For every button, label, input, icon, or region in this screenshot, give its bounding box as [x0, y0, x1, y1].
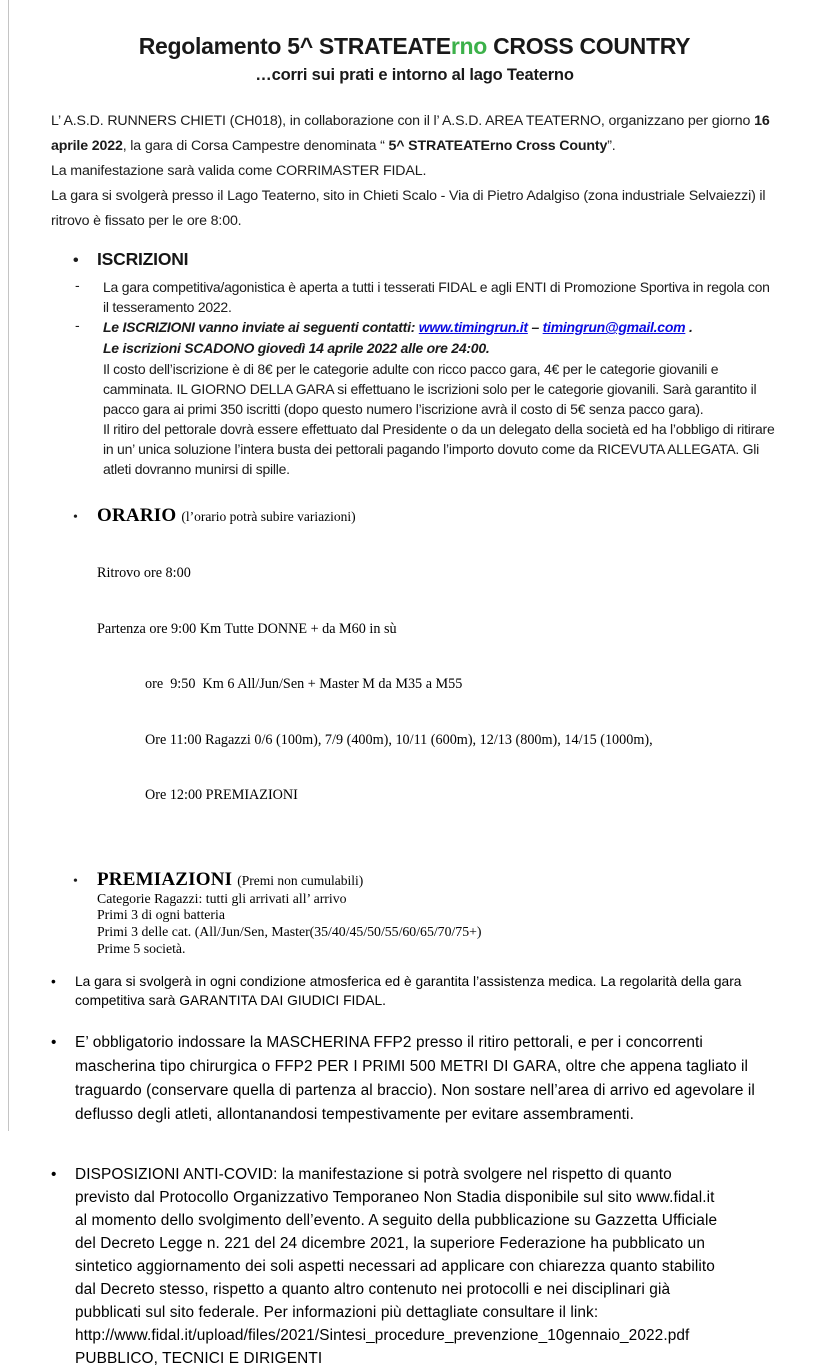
title-part-green: rno: [450, 33, 487, 59]
premiazioni-heading-text: [97, 869, 363, 891]
intro-text-3: ”.: [607, 138, 616, 154]
page-subtitle: …corri sui prati e intorno al lago Teaterno: [255, 66, 574, 84]
mask-note-text: E’ obbligatorio indossare la MASCHERINA FFP2 presso il ritiro pettorali, e per i concorrenti mascherina tipo chirurgica o FFP2 PER I PRIMI 500 METRI DI GARA, oltre che appena tagliato il traguardo (conservare quella di partenza al braccio). Non sostare nell’area di arrivo ed agevolare il deflusso degli atleti, allontanandosi tempestivamente per evitare assembramenti.: [75, 1033, 755, 1123]
iscrizioni-open-text: La gara competitiva/agonistica è aperta a tutti i tesserati FIDAL e agli ENTI di Promozione Sportiva in regola con il tesseramento 2022.: [103, 279, 770, 315]
prize-line: Prime 5 società.: [97, 940, 186, 956]
bullet-icon: •: [51, 973, 56, 989]
schedule-line: Partenza ore 9:00 Km Tutte DONNE + da M60 in sù: [97, 620, 397, 637]
contacts-line: [103, 317, 778, 338]
dash-icon: -: [75, 277, 80, 293]
premiazioni-note: (Premi non cumulabili): [237, 872, 364, 888]
page-left-border: [8, 0, 9, 1131]
dash-icon: -: [75, 317, 80, 333]
intro-paragraph: [51, 109, 778, 159]
bullet-icon: •: [73, 252, 79, 269]
cost-text: Il costo dell’iscrizione è di 8€ per le categorie adulte con ricco pacco gara, 4€ per le categorie giovanili e camminata. IL GIORNO DELLA GARA si effettuano le iscrizioni solo per le categorie giovanili. Sarà garantito il pacco gara ai primi 350 iscritti (dopo questo numero l’iscrizione avrà il costo di 5€ senza pacco gara).: [103, 361, 757, 417]
orario-heading: ORARIO: [97, 505, 177, 526]
mask-note: [51, 1031, 778, 1127]
section-premiazioni: [51, 869, 778, 958]
page-title: [51, 33, 778, 60]
contacts-separator: –: [527, 319, 543, 335]
bullet-icon: •: [73, 873, 78, 889]
prize-line: Categorie Ragazzi: tutti gli arrivati all’ arrivo: [97, 890, 347, 906]
iscrizioni-heading-row: [73, 249, 778, 270]
intro-text-2: , la gara di Corsa Campestre denominata “: [122, 138, 389, 154]
orario-note: (l’orario potrà subire variazioni): [181, 509, 356, 524]
intro-text-1: L’ A.S.D. RUNNERS CHIETI (CH018), in collaborazione con il l’ A.S.D. AREA TEATERNO, organizzano per giorno: [51, 113, 755, 129]
prize-line: Primi 3 di ogni batteria: [97, 907, 225, 923]
bullet-icon: •: [73, 510, 78, 525]
title-part-post: CROSS COUNTRY: [486, 33, 691, 59]
iscrizioni-list: [73, 277, 778, 479]
covid-note-body: [75, 1163, 723, 1370]
weather-note-text: La gara si svolgerà in ogni condizione atmosferica ed è garantita l’assistenza medica. La regolarità della gara competitiva sarà GARANTITA DAI GIUDICI FIDAL.: [75, 973, 742, 1008]
weather-note: [51, 972, 778, 1010]
premiazioni-list: [97, 891, 778, 958]
event-date: 16 aprile 2022: [51, 113, 770, 154]
iscrizioni-heading: ISCRIZIONI: [97, 249, 189, 269]
covid-footer-text: PUBBLICO, TECNICI E DIRIGENTI: [75, 1349, 323, 1367]
section-iscrizioni: [51, 249, 778, 479]
contacts-text: Le ISCRIZIONI vanno inviate ai seguenti contatti:: [103, 319, 419, 335]
bib-pickup-text: Il ritiro del pettorale dovrà essere effettuato dal Presidente o da un delegato della società ed ha l’obbligo di ritirare in un’ unica soluzione l’intera busta dei pettorali pagando l’importo dovuto come da RICEVUTA ALLEGATA. Gli atleti dovranno munirsi di spille.: [103, 421, 775, 477]
prize-line: Primi 3 delle cat. (All/Jun/Sen, Master(35/40/45/50/55/60/65/70/75+): [97, 924, 482, 940]
intro-section: [51, 109, 778, 234]
race-name: 5^ STRATEATErno Cross County: [388, 138, 608, 154]
validity-line: La manifestazione sarà valida come CORRIMASTER FIDAL.: [51, 163, 427, 179]
orario-heading-text: [97, 505, 356, 527]
section-orario: [51, 505, 778, 842]
list-item: [73, 317, 778, 479]
schedule-line: Ore 12:00 PREMIAZIONI: [145, 787, 298, 803]
premiazioni-heading: PREMIAZIONI: [97, 868, 233, 890]
venue-line: La gara si svolgerà presso il Lago Teaterno, sito in Chieti Scalo - Via di Pietro Adalgiso (zona industriale Selvaiezzi) il ritrovo è fissato per le ore 8:00.: [51, 188, 766, 229]
contacts-end: .: [685, 319, 693, 335]
deadline-line: Le iscrizioni SCADONO giovedì 14 aprile 2022 alle ore 24:00.: [103, 340, 490, 356]
orario-schedule: [97, 527, 778, 842]
covid-pdf-link: http://www.fidal.it/upload/files/2021/Sintesi_procedure_prevenzione_10gennaio_2022.pdf: [75, 1326, 690, 1344]
covid-note: [51, 1163, 778, 1370]
title-part-pre: Regolamento 5^ STRATEATE: [138, 33, 451, 59]
schedule-line: ore 9:50 Km 6 All/Jun/Sen + Master M da M35 a M55: [145, 676, 463, 692]
list-item: [73, 277, 778, 317]
schedule-line: Ore 11:00 Ragazzi 0/6 (100m), 7/9 (400m), 10/11 (600m), 12/13 (800m), 14/15 (1000m),: [145, 731, 653, 748]
covid-note-text: DISPOSIZIONI ANTI-COVID: la manifestazione si potrà svolgere nel rispetto di quanto previsto dal Protocollo Organizzativo Temporaneo Non Stadia disponibile sul sito www.fidal.it al momento dello svolgimento dell’evento. A seguito della pubblicazione su Gazzetta Ufficiale del Decreto Legge n. 221 del 24 dicembre 2021, la superiore Federazione ha pubblicato un sintetico aggiornamento dei soli aspetti necessari ad applicare con chiarezza quanto stabilito dal Decreto stesso, rispetto a quanto altro contenuto nei protocolli e nei disciplinari già pubblicati sul sito federale. Per informazioni più dettagliate consultare il link:: [75, 1165, 718, 1321]
schedule-line: Ritrovo ore 8:00: [97, 565, 191, 581]
bullet-icon: •: [51, 1165, 57, 1183]
timingrun-website-link[interactable]: www.timingrun.it: [418, 319, 528, 335]
premiazioni-heading-row: [73, 869, 778, 891]
timingrun-email-link[interactable]: timingrun@gmail.com: [542, 319, 686, 335]
bullet-icon: •: [51, 1033, 57, 1051]
orario-heading-row: [73, 505, 778, 527]
iscrizioni-details: [103, 317, 778, 479]
